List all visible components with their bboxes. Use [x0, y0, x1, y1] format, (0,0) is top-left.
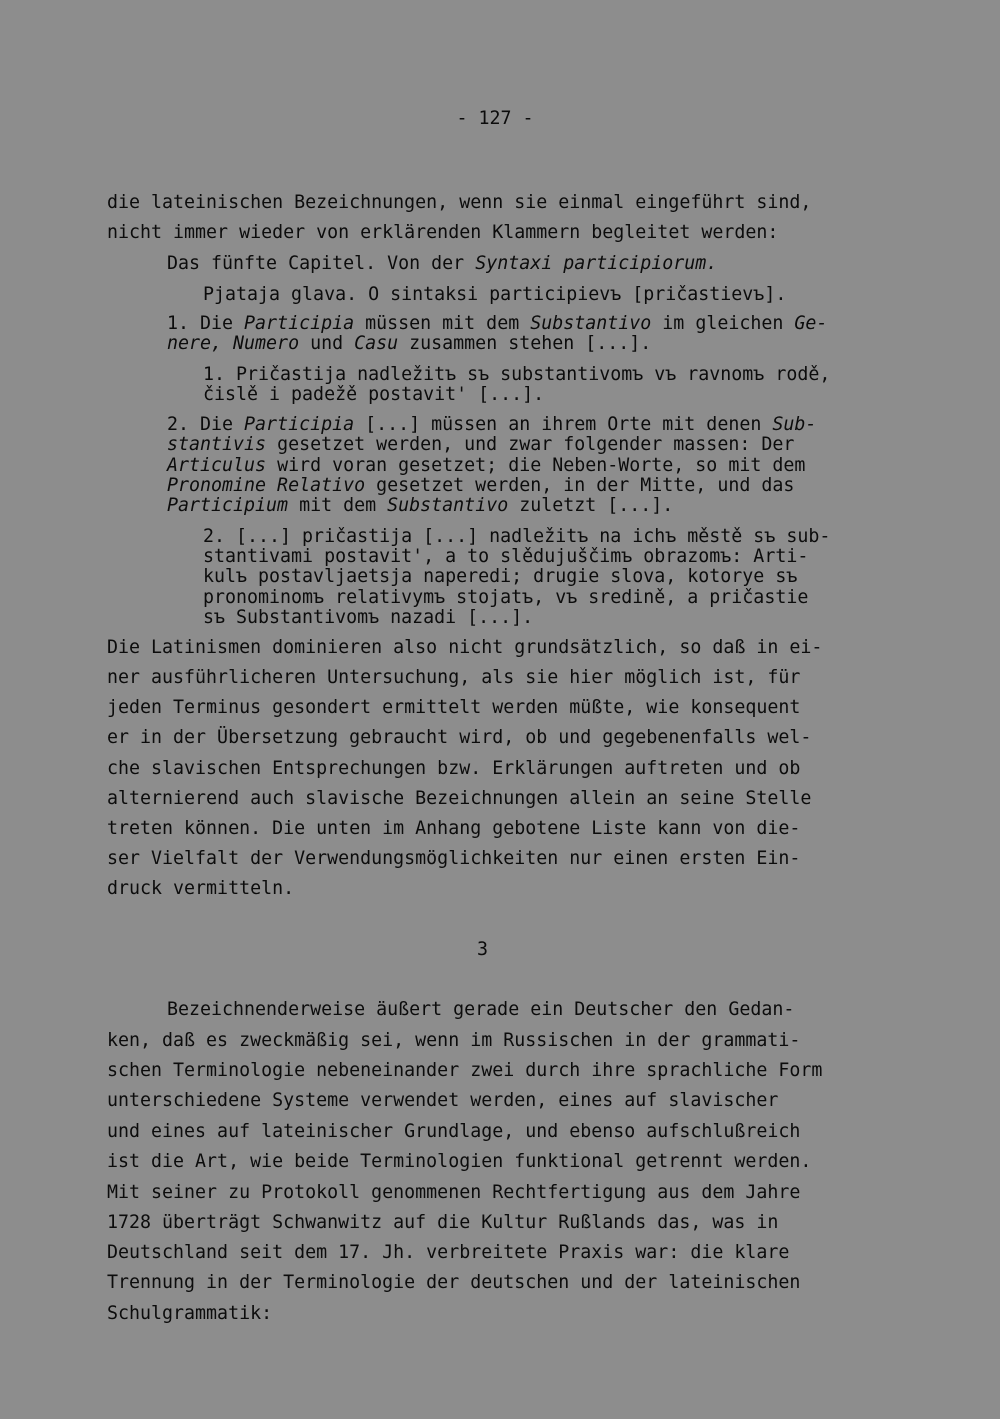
quote-item2-line-2 [167, 434, 794, 456]
paragraph2-line-10: Trennung in der Terminologie der deutschen und der lateinischen [107, 1272, 801, 1293]
quote-text: Das fünfte Capitel. Von der [167, 253, 476, 274]
quote-item2-line-5 [167, 495, 673, 517]
quote-text: mit dem [288, 495, 388, 516]
paragraph2-line-1: Bezeichnenderweise äußert gerade ein Deutscher den Gedan- [167, 999, 795, 1020]
quote-item2-ru-line-1: 2. [...] pričastija [...] nadležitъ na ichъ městě sъ sub- [203, 526, 831, 547]
paragraph1-line-6: alternierend auch slavische Bezeichnungen allein an seine Stelle [107, 788, 812, 809]
paragraph1-line-2: ner ausführlicheren Untersuchung, als sie hier möglich ist, für [107, 667, 801, 688]
quote-text: zuletzt [...]. [508, 495, 674, 516]
quote-text: zusammen stehen [...]. [398, 333, 652, 354]
quote-item2-ru-line-4: pronominomъ relativymъ stojatъ, vъ sredině, a pričastie [203, 587, 809, 608]
quote-chapter-de [167, 253, 717, 275]
paragraph2-line-5: und eines auf lateinischer Grundlage, und ebenso aufschlußreich [107, 1121, 801, 1142]
quote-item1-line-2 [167, 333, 651, 355]
quote-italic: Participium [167, 495, 289, 516]
quote-italic: Articulus [167, 455, 267, 476]
paragraph1-line-3: jeden Terminus gesondert ermittelt werden müßte, wie konsequent [107, 697, 801, 718]
quote-text: wird voran gesetzet; die Neben-Worte, so mit dem [266, 455, 806, 476]
quote-text: [...] müssen an ihrem Orte mit denen [354, 414, 773, 435]
quote-text: 2. Die [167, 414, 245, 435]
quote-text: im gleichen [651, 313, 795, 334]
intro-line-1: die lateinischen Bezeichnungen, wenn sie einmal eingeführt sind, [107, 192, 812, 213]
quote-italic: Sub- [772, 414, 817, 435]
quote-italic: Participia [244, 313, 355, 334]
quote-item2-ru-line-5: sъ Substantivomъ nazadi [...]. [203, 607, 534, 628]
quote-text: 1. Die [167, 313, 245, 334]
quote-italic: Substantivo [387, 495, 509, 516]
paragraph2-line-9: Deutschland seit dem 17. Jh. verbreitete Praxis war: die klare [107, 1242, 790, 1263]
quote-italic: Casu [354, 333, 399, 354]
paragraph2-line-6: ist die Art, wie beide Terminologien funktional getrennt werden. [107, 1151, 812, 1172]
quote-italic: Syntaxi participiorum. [475, 253, 718, 274]
quote-item2-ru-line-3: kulъ postavljaetsja naperedi; drugie slova, kotorye sъ [203, 566, 798, 587]
quote-text: gesetzet werden, und zwar folgender massen: Der [266, 434, 795, 455]
intro-line-2: nicht immer wieder von erklärenden Klammern begleitet werden: [107, 222, 779, 243]
paragraph2-line-11: Schulgrammatik: [107, 1303, 273, 1324]
paragraph1-line-9: druck vermitteln. [107, 878, 295, 899]
quote-italic: nere, Numero [167, 333, 300, 354]
quote-item1-ru-line-2: čislě i padežě postavit' [...]. [203, 384, 545, 405]
quote-item1-ru-line-1: 1. Pričastija nadležitъ sъ substantivomъ vъ ravnomъ rodě, [203, 364, 831, 385]
quote-italic: Pronomine Relativo [167, 475, 366, 496]
quote-italic: Participia [244, 414, 355, 435]
quote-chapter-ru: Pjataja glava. O sintaksi participievъ [pričastievъ]. [203, 284, 787, 305]
section-number: 3 [477, 939, 489, 960]
paragraph2-line-4: unterschiedene Systeme verwendet werden, eines auf slavischer [107, 1090, 779, 1111]
quote-text: gesetzet werden, in der Mitte, und das [365, 475, 795, 496]
paragraph1-line-7: treten können. Die unten im Anhang gebotene Liste kann von die- [107, 818, 801, 839]
quote-item2-line-1 [167, 414, 816, 436]
page-number: - 127 - [456, 108, 534, 129]
paragraph1-line-5: che slavischen Entsprechungen bzw. Erklärungen auftreten und ob [107, 758, 801, 779]
quote-item2-line-4 [167, 475, 794, 497]
quote-italic: stantivis [167, 434, 267, 455]
paragraph1-line-4: er in der Übersetzung gebraucht wird, ob und gegebenenfalls wel- [107, 727, 812, 748]
quote-text: und [299, 333, 355, 354]
paragraph2-line-8: 1728 überträgt Schwanwitz auf die Kultur Rußlands das, was in [107, 1212, 779, 1233]
quote-italic: Substantivo [530, 313, 652, 334]
quote-italic: Ge- [794, 313, 828, 334]
quote-item1-line-1 [167, 313, 827, 335]
quote-text: müssen mit dem [354, 313, 531, 334]
paragraph2-line-7: Mit seiner zu Protokoll genommenen Rechtfertigung aus dem Jahre [107, 1182, 801, 1203]
paragraph1-line-8: ser Vielfalt der Verwendungsmöglichkeiten nur einen ersten Ein- [107, 848, 801, 869]
quote-item2-ru-line-2: stantivami postavit', a to slědujuščimъ obrazomъ: Arti- [203, 546, 809, 567]
paragraph1-line-1: Die Latinismen dominieren also nicht grundsätzlich, so daß in ei- [107, 637, 823, 658]
quote-item2-line-3 [167, 455, 805, 477]
paragraph2-line-2: ken, daß es zweckmäßig sei, wenn im Russischen in der grammati- [107, 1030, 801, 1051]
paragraph2-line-3: schen Terminologie nebeneinander zwei durch ihre sprachliche Form [107, 1060, 823, 1081]
